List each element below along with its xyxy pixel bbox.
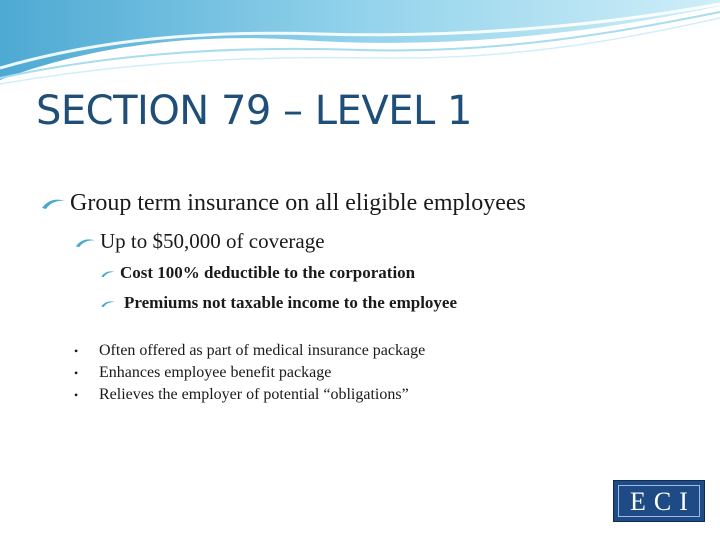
eci-logo: [613, 480, 705, 522]
bullet-level-2: [74, 229, 325, 254]
list-item: • Enhances employee benefit package: [74, 362, 425, 384]
bullet-text: Cost 100% deductible to the corporation: [120, 263, 416, 282]
bullet-text: Group term insurance on all eligible employees: [70, 190, 526, 216]
dot-bullet-icon: •: [74, 388, 79, 402]
dot-bullet-icon: •: [74, 344, 79, 358]
swoosh-bullet-icon: [74, 238, 96, 248]
bullet-level-3: [100, 263, 415, 283]
bullet-level-3: [100, 293, 457, 313]
swoosh-bullet-icon: [40, 198, 66, 210]
bullet-text: Premiums not taxable income to the employee: [124, 293, 458, 312]
dot-bullet-list: [74, 340, 425, 406]
logo-text: ECI: [618, 485, 700, 517]
swoosh-bullet-icon: [100, 270, 116, 278]
swoosh-bullet-icon: [100, 300, 116, 308]
bullet-level-1: [40, 190, 526, 217]
list-item: • Often offered as part of medical insurance package: [74, 340, 425, 362]
dot-bullet-icon: •: [74, 366, 79, 380]
wave-banner: [0, 0, 720, 90]
list-item: • Relieves the employer of potential “obligations”: [74, 384, 425, 406]
bullet-text: Up to $50,000 of coverage: [100, 229, 325, 253]
slide-title: SECTION 79 – LEVEL 1: [36, 88, 472, 134]
